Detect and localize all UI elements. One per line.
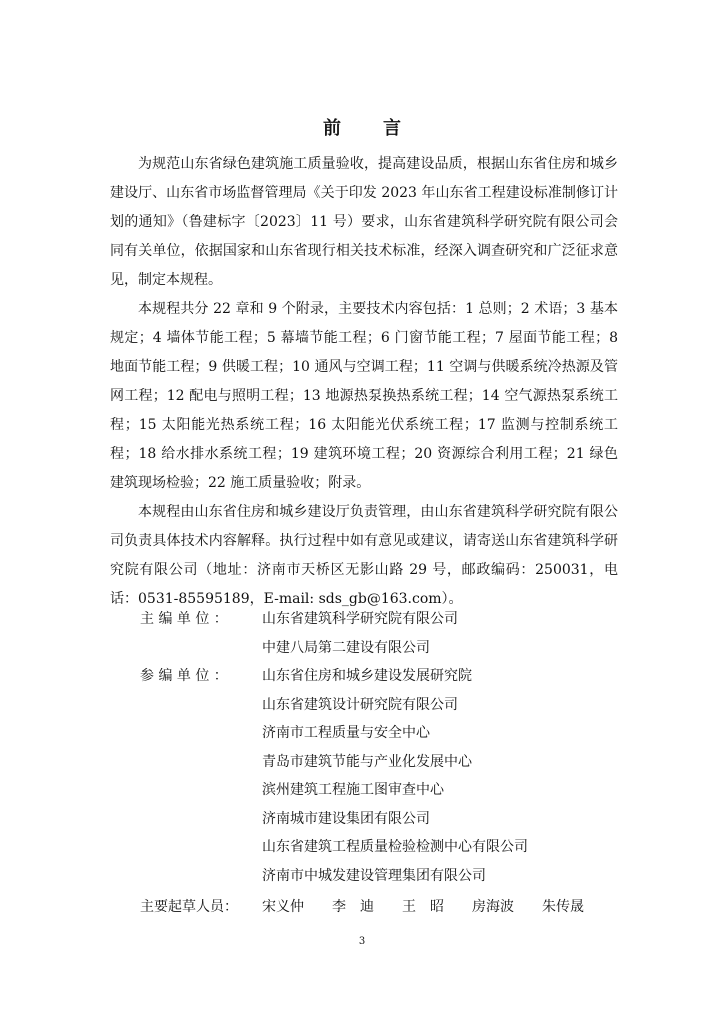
chief-unit-row <box>140 634 620 663</box>
preface-paragraph: 为规范山东省绿色建筑施工质量验收，提高建设品质，根据山东省住房和城乡建设厅、山东省市场监督管理局《关于印发 2023 年山东省工程建设标准制修订计划的通知》（鲁建标字〔2023〕11 号）要求，山东省建筑科学研究院有限公司会同有关单位，依据国家和山东省现行相关技术标准，经深入调查研究和广泛征求意见，制定本规程。 <box>110 156 618 288</box>
units-section <box>140 605 620 890</box>
participating-unit: 山东省住房和城乡建设发展研究院 <box>262 668 472 684</box>
participating-unit-row <box>140 805 620 834</box>
drafter-name: 宋义仲 <box>262 899 304 915</box>
drafter-names <box>262 893 630 921</box>
drafter-name: 王 昭 <box>402 899 444 915</box>
drafter-name: 朱传晟 <box>542 899 584 915</box>
participating-unit-row <box>140 748 620 777</box>
page-number: 3 <box>358 936 366 947</box>
participating-unit: 济南城市建设集团有限公司 <box>262 810 430 827</box>
drafters-row <box>140 893 630 921</box>
drafter-name: 李 迪 <box>332 899 374 915</box>
participating-unit-row <box>140 719 620 748</box>
preface-paragraph: 本规程共分 22 章和 9 个附录，主要技术内容包括：1 总则；2 术语；3 基本规定；4 墙体节能工程；5 幕墙节能工程；6 门窗节能工程；7 屋面节能工程；8 地面节能工程；9 供暖工程；10 通风与空调工程；11 空调与供暖系统冷热源及管网工程；12 配电与照明工程；13 地源热泵换热系统工程；14 空气源热泵系统工程；15 太阳能光热系统工程；16 太阳能光伏系统工程；17 监测与控制系统工程；18 给水排水系统工程；19 建筑环境工程；20 资源综合利用工程；21 绿色建筑现场检验；22 施工质量验收；附录。 <box>110 301 618 491</box>
participating-unit: 滨州建筑工程施工图审查中心 <box>262 782 444 798</box>
participating-unit-row <box>140 662 620 691</box>
participating-unit-row <box>140 691 620 720</box>
preface-paragraph: 本规程由山东省住房和城乡建设厅负责管理，由山东省建筑科学研究院有限公司负责具体技术内容解释。执行过程中如有意见或建议，请寄送山东省建筑科学研究院有限公司（地址：济南市天桥区无影山路 29 号，邮政编码：250031，电话：0531-85595189，E-mail: sds_gb@163.com）。 <box>110 504 618 607</box>
preface-body <box>110 150 618 614</box>
page-title: 前 言 <box>323 118 413 139</box>
participating-unit: 青岛市建筑节能与产业化发展中心 <box>262 753 472 770</box>
chief-unit: 山东省建筑科学研究院有限公司 <box>262 611 458 627</box>
participating-unit: 济南市中城发建设管理集团有限公司 <box>262 867 486 884</box>
drafters-label: 主要起草人员： <box>140 899 238 915</box>
chief-unit-row <box>140 605 620 634</box>
participating-unit: 济南市工程质量与安全中心 <box>262 725 430 741</box>
participating-unit-row <box>140 776 620 805</box>
participating-unit-row <box>140 833 620 862</box>
participating-units-label: 参 编 单 位 ： <box>140 668 228 684</box>
chief-units-label: 主 编 单 位 ： <box>140 611 228 627</box>
participating-unit: 山东省建筑工程质量检验检测中心有限公司 <box>262 839 528 855</box>
drafter-name: 房海波 <box>472 899 514 915</box>
participating-unit-row <box>140 862 620 891</box>
chief-unit: 中建八局第二建设有限公司 <box>262 639 430 656</box>
participating-unit: 山东省建筑设计研究院有限公司 <box>262 696 458 713</box>
